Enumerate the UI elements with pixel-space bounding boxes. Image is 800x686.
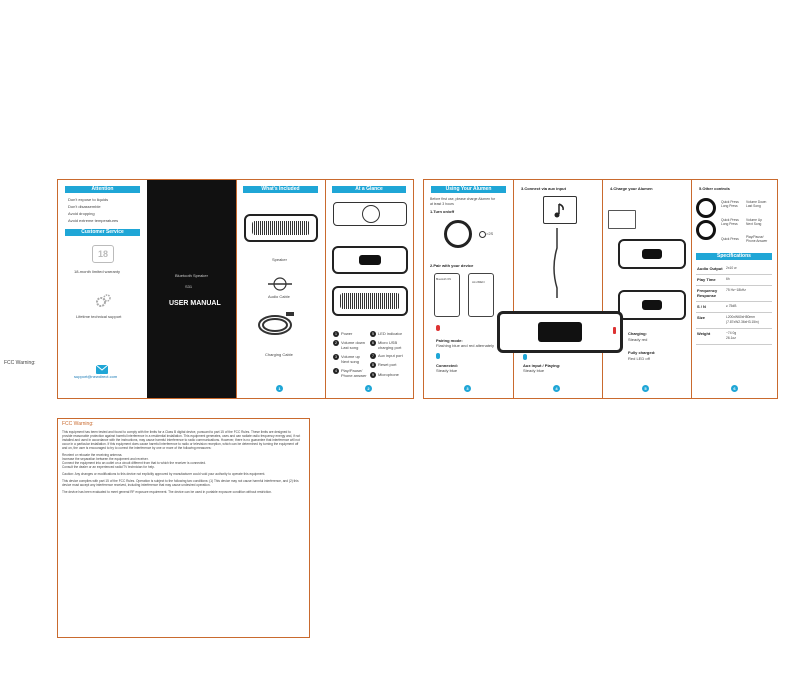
cover-product: Bluetooth Speaker xyxy=(175,273,208,278)
legend-label: Reset port xyxy=(378,362,397,367)
included-title: What's Included xyxy=(243,186,318,193)
charging-label: Charging: xyxy=(628,331,647,336)
panel-attention xyxy=(58,180,148,398)
using-intro: Before first use, please charge Alumen for at least 3 hours xyxy=(430,197,496,206)
spec-value: ≥ 75dB xyxy=(726,304,737,308)
legend-label: Power xyxy=(341,331,353,336)
back-sheet xyxy=(423,179,778,399)
power-button-icon xyxy=(444,220,472,248)
spec-key: Size xyxy=(697,315,706,320)
glance-title: At a Glance xyxy=(332,186,406,193)
panel-included xyxy=(236,180,326,398)
warranty-text: 18-month limited warranty xyxy=(74,269,121,274)
included-item: Charging Cable xyxy=(265,352,293,357)
spec-row xyxy=(696,313,772,329)
legend-number: 2 xyxy=(333,340,339,346)
using-title: Using Your Alumen xyxy=(431,186,506,193)
spec-value: 2x10 w xyxy=(726,266,737,270)
spec-row xyxy=(696,329,772,345)
legend-label: Volume down Last song xyxy=(341,340,366,350)
speaker-charging-image xyxy=(618,239,686,269)
legend-number: 6 xyxy=(370,340,376,346)
spec-key: Frequency Response xyxy=(697,288,718,298)
legend-number: 1 xyxy=(333,331,339,337)
attention-title: Attention xyxy=(65,186,140,193)
page-number: 4 xyxy=(553,385,560,392)
connected-label: Connected: xyxy=(436,363,458,368)
charged-label: Fully charged: xyxy=(628,350,656,355)
speaker-back-view xyxy=(332,286,408,316)
spec-key: Play Time xyxy=(697,277,716,282)
laptop-image xyxy=(608,210,636,229)
control-dial-icon xyxy=(696,220,716,240)
legend-number: 4 xyxy=(333,368,339,374)
aux-state-desc: Steady blue xyxy=(523,368,545,373)
legend-label: Volume up Next song xyxy=(341,354,360,364)
page-number: 2 xyxy=(365,385,372,392)
attention-item: Avoid extreme temperatures xyxy=(68,218,119,223)
aux-state-label: Aux input / Playing: xyxy=(523,363,561,368)
charging-cable-image xyxy=(254,308,296,347)
support-text: Lifetime technical support xyxy=(76,314,122,319)
control-action: Volume Up Next Song xyxy=(746,218,763,226)
panel-cover xyxy=(147,180,237,398)
page-number: 1 xyxy=(276,385,283,392)
service-title: Customer Service xyxy=(65,229,140,236)
connected-desc: Steady blue xyxy=(436,368,458,373)
panel-using xyxy=(424,180,514,398)
fcc-body xyxy=(62,430,302,497)
pair-device-name: ALUMEN xyxy=(472,280,485,284)
legend-label: Play/Pause/ Phone answer xyxy=(341,368,367,378)
aux-cable-image xyxy=(549,228,565,303)
speaker-image xyxy=(244,214,318,242)
fcc-paragraph: This equipment has been tested and found to comply with the limits for a Class B digital device, pursuant to part 15 of the FCC Rules. These limits are designed to provide reasonable protection against harmful interference in a residential installation. This equipment generates, uses and can radiate radio frequency energy and, if not installed and used in accordance with the instructions, may cause harmful interference to radio communications. However, there is no guarantee that interference will not occur in a particular installation. If this equipment does cause harmful interference to radio or television reception, which can be determined by turning the equipment off and on, the user is encouraged to try to correct the interference by one or more of the following measures: xyxy=(62,430,301,450)
attention-item: Don't disassemble xyxy=(68,204,101,209)
attention-item: Don't expose to liquids xyxy=(68,197,109,202)
spec-value: 75 Hz~18kHz xyxy=(726,288,746,292)
fcc-side-label: FCC Warning: xyxy=(4,360,36,366)
pair-phone-label: Bluetooth ON xyxy=(436,278,452,281)
led-red-icon xyxy=(436,325,440,331)
control-press: Quick Press Long Press xyxy=(721,200,739,208)
included-item: Speaker xyxy=(272,257,287,262)
control-action: Play/Pause/ Phone Answer xyxy=(746,235,768,243)
spec-value: L200xW60xH80mm (7.87xW2.36xH3.15in) xyxy=(726,315,759,324)
spec-key: S / N xyxy=(697,304,706,309)
page-number: 6 xyxy=(731,385,738,392)
panel-charge xyxy=(602,180,692,398)
charging-desc: Steady red xyxy=(628,337,648,342)
front-sheet xyxy=(57,179,414,399)
legend-number: 8 xyxy=(370,362,376,368)
fcc-sheet xyxy=(57,418,310,638)
turn-on-heading: 1.Turn on/off xyxy=(430,209,455,214)
panel-glance xyxy=(325,180,413,398)
legend-label: Microphone xyxy=(378,372,399,377)
panel-aux xyxy=(513,180,603,398)
pair-heading: 2.Pair with your device xyxy=(430,263,474,268)
legend-number: 5 xyxy=(370,331,376,337)
control-action: Volume Down Last Song xyxy=(746,200,767,208)
control-press: Quick Press xyxy=(721,237,739,241)
legend-number: 7 xyxy=(370,353,376,359)
controls-heading: 5.Other controls xyxy=(699,186,730,191)
gear-icon xyxy=(95,294,111,313)
clock-icon xyxy=(479,231,486,238)
support-email[interactable]: support@newdirect.com xyxy=(74,374,118,379)
legend-label: Micro USB charging port xyxy=(378,340,402,350)
charge-heading: 4.Charge your Alumen xyxy=(610,186,653,191)
legend-label: Aux input port xyxy=(378,353,403,358)
control-dial-icon xyxy=(696,198,716,218)
music-note-icon xyxy=(543,196,577,224)
cover-model: S31 xyxy=(185,284,193,289)
panel-controls xyxy=(691,180,777,398)
page-number: 5 xyxy=(642,385,649,392)
turn-on-time: >2S xyxy=(486,231,494,236)
speaker-top-view xyxy=(333,202,407,226)
fcc-paragraph: The device has been evaluated to meet general RF exposure requirement. The device can be used in portable exposure condition without restriction. xyxy=(62,490,272,494)
included-item: Audio Cable xyxy=(268,294,290,299)
control-press: Quick Press Long Press xyxy=(721,218,739,226)
fcc-title: FCC Warning: xyxy=(62,421,94,427)
spec-row xyxy=(696,275,772,286)
page-number: 3 xyxy=(464,385,471,392)
pairing-mode-desc: Flashing blue and red alternately xyxy=(436,343,495,348)
spec-title: Specifications xyxy=(696,253,772,260)
spec-key: Audio Output xyxy=(697,266,723,271)
spec-row xyxy=(696,302,772,313)
pairing-mode-label: Pairing mode: xyxy=(436,338,463,343)
warranty-badge: 18 xyxy=(92,245,114,263)
led-blue-icon xyxy=(523,354,527,360)
fcc-paragraph: Caution: Any changes or modifications to this device not explicitly approved by manufacturer could void your authority to operate this equipment. xyxy=(62,472,266,476)
spec-value: ~74 0g 26.1oz xyxy=(726,331,737,340)
spec-value: 6h xyxy=(726,277,730,281)
spec-row xyxy=(696,286,772,302)
speaker-hero-image xyxy=(497,311,623,353)
speaker-front-view xyxy=(332,246,408,274)
spec-key: Weight xyxy=(697,331,711,336)
legend-number: 9 xyxy=(370,372,376,378)
led-blue-icon xyxy=(436,353,440,359)
aux-heading: 3.Connect via aux input xyxy=(521,186,566,191)
legend-label: LED indicator xyxy=(378,331,403,336)
charged-desc: Red LED off xyxy=(628,356,650,361)
fcc-paragraph: Reorient or relocate the receiving antenna. Increase the separation between the equipment and receiver. Connect the equipment into an outlet on a circuit different from that to which the receiver is connected. Consult the dealer or an experienced radio/TV technician for help. xyxy=(62,453,206,469)
spec-row xyxy=(696,264,772,275)
fcc-paragraph: This device complies with part 15 of the FCC Rules. Operation is subject to the following two conditions: (1) This device may not cause harmful interference, and (2) this device must accept any interference received, including interference that may cause undesired operation. xyxy=(62,479,299,487)
attention-item: Avoid dropping xyxy=(68,211,95,216)
legend-number: 3 xyxy=(333,354,339,360)
cover-title: USER MANUAL xyxy=(169,300,221,307)
speaker-charged-image xyxy=(618,290,686,320)
